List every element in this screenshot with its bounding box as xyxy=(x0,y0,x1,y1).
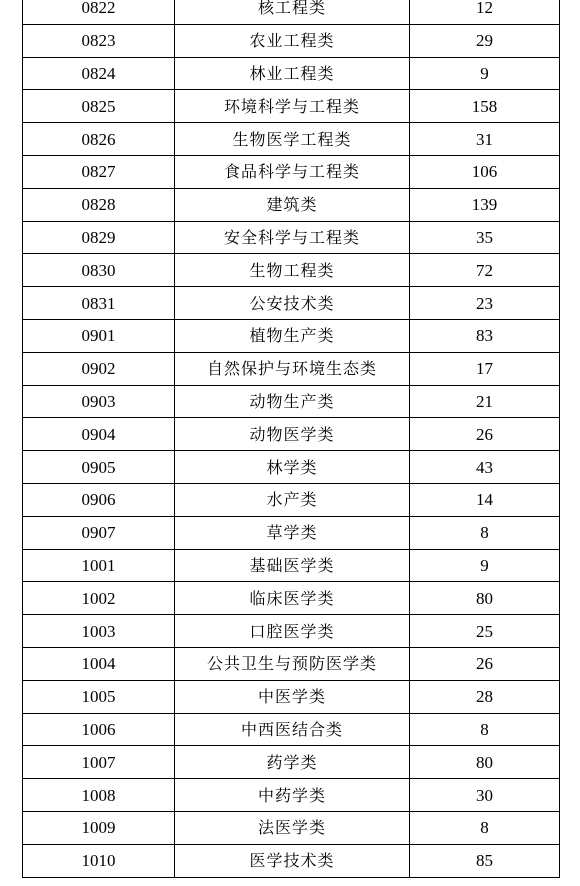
category-code-cell: 0829 xyxy=(23,221,175,254)
count-cell: 17 xyxy=(410,352,560,385)
table-row xyxy=(23,615,560,648)
table-row xyxy=(23,811,560,844)
category-code-cell: 1010 xyxy=(23,844,175,877)
count-cell: 80 xyxy=(410,582,560,615)
category-name-cell: 林学类 xyxy=(175,451,410,484)
category-code-cell: 1007 xyxy=(23,746,175,779)
category-code-cell: 1001 xyxy=(23,549,175,582)
category-name-cell: 林业工程类 xyxy=(175,57,410,90)
table-row xyxy=(23,647,560,680)
category-code-cell: 0906 xyxy=(23,483,175,516)
category-code-cell: 0822 xyxy=(23,0,175,24)
category-name-cell: 动物医学类 xyxy=(175,418,410,451)
count-cell: 80 xyxy=(410,746,560,779)
category-name-cell: 动物生产类 xyxy=(175,385,410,418)
category-name-cell: 临床医学类 xyxy=(175,582,410,615)
table-row xyxy=(23,57,560,90)
category-code-cell: 0902 xyxy=(23,352,175,385)
category-code-cell: 1008 xyxy=(23,779,175,812)
count-cell: 43 xyxy=(410,451,560,484)
category-name-cell: 中医学类 xyxy=(175,680,410,713)
category-code-cell: 0830 xyxy=(23,254,175,287)
category-code-cell: 1005 xyxy=(23,680,175,713)
count-cell: 30 xyxy=(410,779,560,812)
category-name-cell: 建筑类 xyxy=(175,188,410,221)
category-name-cell: 基础医学类 xyxy=(175,549,410,582)
majors-table xyxy=(22,0,560,878)
table-row xyxy=(23,582,560,615)
category-code-cell: 0901 xyxy=(23,319,175,352)
category-name-cell: 公共卫生与预防医学类 xyxy=(175,647,410,680)
table-row xyxy=(23,254,560,287)
table-row xyxy=(23,123,560,156)
category-code-cell: 0831 xyxy=(23,287,175,320)
count-cell: 106 xyxy=(410,155,560,188)
category-code-cell: 0827 xyxy=(23,155,175,188)
category-name-cell: 医学技术类 xyxy=(175,844,410,877)
count-cell: 26 xyxy=(410,647,560,680)
category-code-cell: 1009 xyxy=(23,811,175,844)
category-name-cell: 核工程类 xyxy=(175,0,410,24)
table-row xyxy=(23,385,560,418)
category-name-cell: 农业工程类 xyxy=(175,24,410,57)
count-cell: 14 xyxy=(410,483,560,516)
count-cell: 8 xyxy=(410,811,560,844)
count-cell: 72 xyxy=(410,254,560,287)
table-row xyxy=(23,451,560,484)
category-code-cell: 0903 xyxy=(23,385,175,418)
count-cell: 35 xyxy=(410,221,560,254)
category-code-cell: 0825 xyxy=(23,90,175,123)
count-cell: 25 xyxy=(410,615,560,648)
category-name-cell: 安全科学与工程类 xyxy=(175,221,410,254)
category-code-cell: 1003 xyxy=(23,615,175,648)
table-row xyxy=(23,90,560,123)
category-code-cell: 1002 xyxy=(23,582,175,615)
table-row xyxy=(23,549,560,582)
category-name-cell: 药学类 xyxy=(175,746,410,779)
table-body xyxy=(23,0,560,877)
table-row xyxy=(23,418,560,451)
table-row xyxy=(23,319,560,352)
category-code-cell: 0828 xyxy=(23,188,175,221)
category-code-cell: 0905 xyxy=(23,451,175,484)
category-name-cell: 草学类 xyxy=(175,516,410,549)
category-name-cell: 水产类 xyxy=(175,483,410,516)
category-code-cell: 0907 xyxy=(23,516,175,549)
table-row xyxy=(23,483,560,516)
category-code-cell: 0823 xyxy=(23,24,175,57)
count-cell: 12 xyxy=(410,0,560,24)
count-cell: 8 xyxy=(410,713,560,746)
table-row xyxy=(23,746,560,779)
count-cell: 9 xyxy=(410,549,560,582)
table-row xyxy=(23,352,560,385)
table-row xyxy=(23,155,560,188)
count-cell: 85 xyxy=(410,844,560,877)
category-name-cell: 口腔医学类 xyxy=(175,615,410,648)
table-row xyxy=(23,779,560,812)
table-row xyxy=(23,680,560,713)
category-name-cell: 中药学类 xyxy=(175,779,410,812)
table-row xyxy=(23,844,560,877)
category-name-cell: 食品科学与工程类 xyxy=(175,155,410,188)
table-row xyxy=(23,713,560,746)
count-cell: 31 xyxy=(410,123,560,156)
count-cell: 23 xyxy=(410,287,560,320)
count-cell: 29 xyxy=(410,24,560,57)
category-code-cell: 0904 xyxy=(23,418,175,451)
count-cell: 158 xyxy=(410,90,560,123)
category-code-cell: 1006 xyxy=(23,713,175,746)
table-row xyxy=(23,0,560,24)
category-code-cell: 0826 xyxy=(23,123,175,156)
category-code-cell: 0824 xyxy=(23,57,175,90)
count-cell: 83 xyxy=(410,319,560,352)
count-cell: 28 xyxy=(410,680,560,713)
table-row xyxy=(23,221,560,254)
count-cell: 21 xyxy=(410,385,560,418)
count-cell: 9 xyxy=(410,57,560,90)
category-name-cell: 生物工程类 xyxy=(175,254,410,287)
category-name-cell: 植物生产类 xyxy=(175,319,410,352)
category-name-cell: 法医学类 xyxy=(175,811,410,844)
category-name-cell: 中西医结合类 xyxy=(175,713,410,746)
table-row xyxy=(23,516,560,549)
table-row xyxy=(23,24,560,57)
category-code-cell: 1004 xyxy=(23,647,175,680)
category-name-cell: 自然保护与环境生态类 xyxy=(175,352,410,385)
table-row xyxy=(23,188,560,221)
count-cell: 139 xyxy=(410,188,560,221)
table-row xyxy=(23,287,560,320)
category-name-cell: 环境科学与工程类 xyxy=(175,90,410,123)
category-name-cell: 生物医学工程类 xyxy=(175,123,410,156)
count-cell: 8 xyxy=(410,516,560,549)
category-name-cell: 公安技术类 xyxy=(175,287,410,320)
count-cell: 26 xyxy=(410,418,560,451)
